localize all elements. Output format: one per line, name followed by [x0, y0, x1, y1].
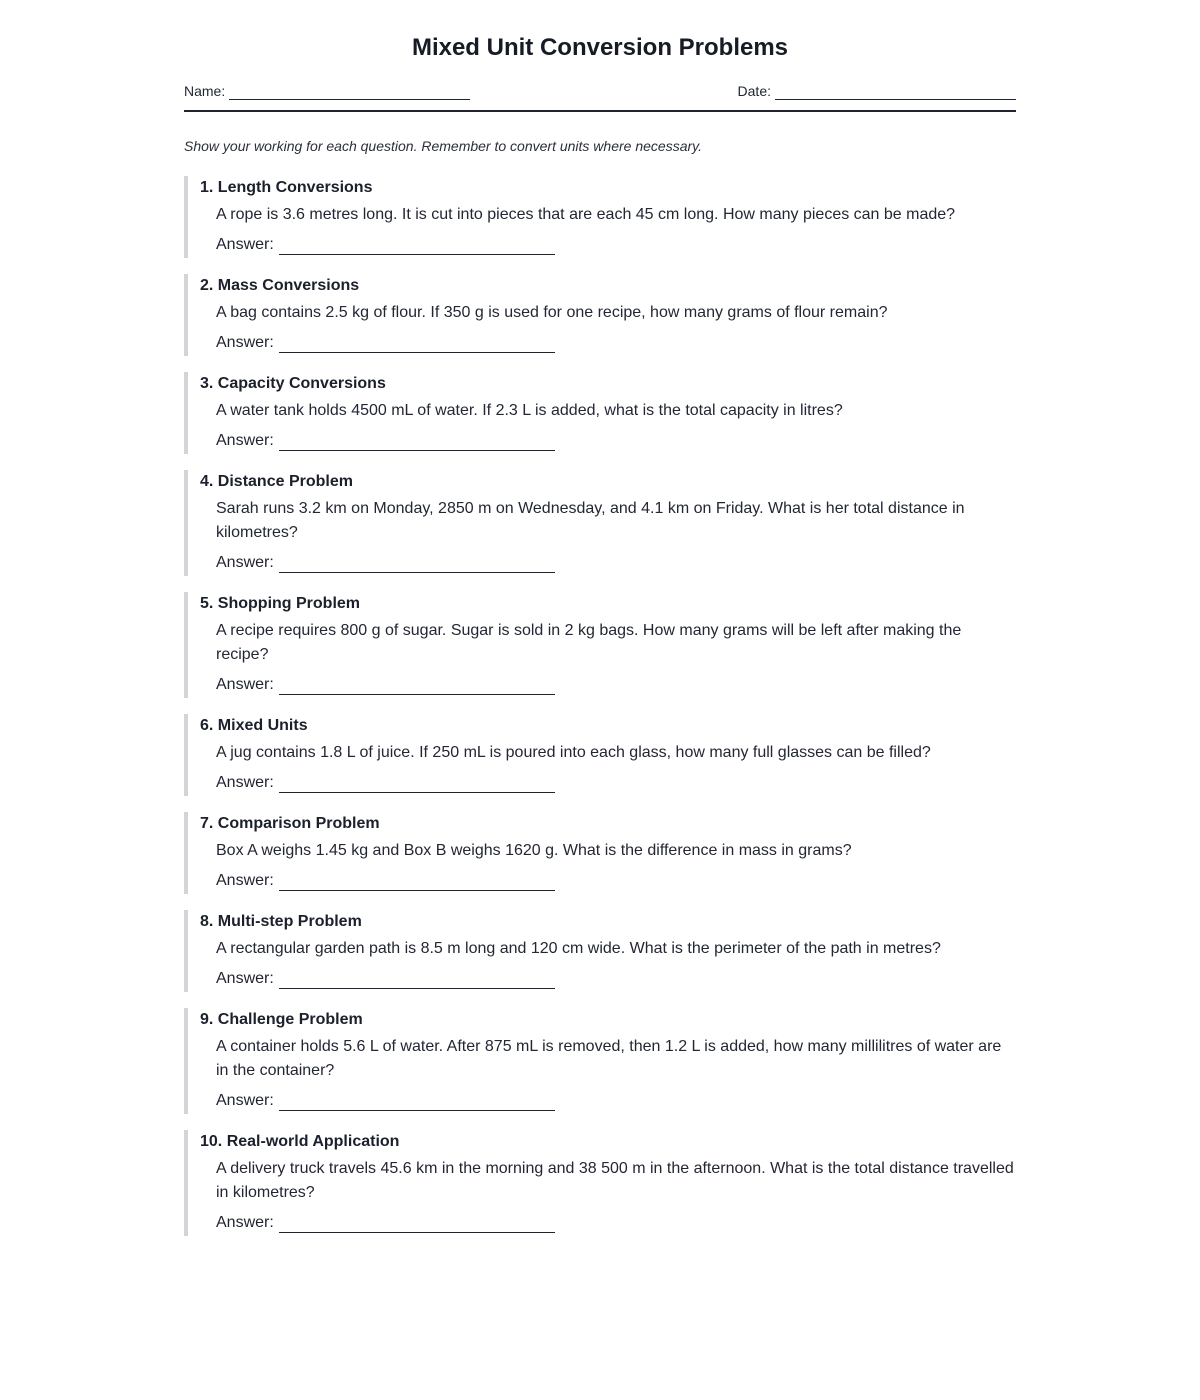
question-item [184, 592, 1016, 698]
answer-blank-line[interactable] [279, 555, 555, 573]
question-item [184, 1008, 1016, 1114]
answer-label: Answer: [216, 774, 274, 791]
name-blank-line[interactable] [229, 85, 470, 100]
question-title: Mass Conversions [217, 277, 360, 294]
question-heading [200, 176, 1016, 199]
question-heading [200, 274, 1016, 297]
question-item [184, 714, 1016, 796]
answer-label: Answer: [216, 236, 274, 253]
worksheet [184, 0, 1016, 1236]
question-title: Capacity Conversions [217, 375, 386, 392]
answer-blank-line[interactable] [279, 433, 555, 451]
question-number: 5 . [200, 595, 218, 612]
answer-row [200, 871, 1016, 894]
question-item [184, 910, 1016, 992]
question-text: Sarah runs 3.2 km on Monday, 2850 m on Wednesday, and 4.1 km on Friday. What is her total distance in kilometres? [216, 500, 965, 541]
question-text: A rope is 3.6 metres long. It is cut into pieces that are each 45 cm long. How many pieces can be made? [216, 206, 956, 223]
question-heading [200, 812, 1016, 835]
question-text: A delivery truck travels 45.6 km in the morning and 38 500 m in the afternoon. What is the total distance travelled in kilometres? [216, 1160, 1014, 1201]
question-heading [200, 1008, 1016, 1031]
question-heading [200, 470, 1016, 493]
question-text: Box A weighs 1.45 kg and Box B weighs 1620 g. What is the difference in mass in grams? [216, 842, 852, 859]
student-info-row [184, 82, 1016, 112]
question-number: 3 . [200, 375, 218, 392]
question-title: Comparison Problem [217, 815, 380, 832]
question-text: A water tank holds 4500 mL of water. If 2.3 L is added, what is the total capacity in litres? [216, 402, 843, 419]
question-number: 4 . [200, 473, 218, 490]
question-title: Distance Problem [217, 473, 353, 490]
question-item [184, 470, 1016, 576]
question-number: 7 . [200, 815, 218, 832]
answer-row [200, 1213, 1016, 1236]
question-heading [200, 714, 1016, 737]
date-blank-line[interactable] [775, 85, 1016, 100]
question-number: 8 . [200, 913, 218, 930]
question-text: A recipe requires 800 g of sugar. Sugar is sold in 2 kg bags. How many grams will be left after making the recipe? [216, 622, 962, 663]
answer-blank-line[interactable] [279, 971, 555, 989]
question-text: A container holds 5.6 L of water. After 875 mL is removed, then 1.2 L is added, how many millilitres of water are in the container? [216, 1038, 1002, 1079]
answer-row [200, 431, 1016, 454]
question-text: A jug contains 1.8 L of juice. If 250 mL is poured into each glass, how many full glasses can be filled? [216, 744, 931, 761]
name-field [184, 82, 470, 100]
question-title: Shopping Problem [217, 595, 361, 612]
answer-blank-line[interactable] [279, 1215, 555, 1233]
date-label: Date: [737, 83, 771, 99]
question-item [184, 176, 1016, 258]
question-heading [200, 592, 1016, 615]
question-heading [200, 910, 1016, 933]
question-text: A bag contains 2.5 kg of flour. If 350 g is used for one recipe, how many grams of flour remain? [216, 304, 888, 321]
answer-label: Answer: [216, 1214, 274, 1231]
answer-blank-line[interactable] [279, 873, 555, 891]
question-number: 1 . [200, 179, 218, 196]
answer-row [200, 969, 1016, 992]
answer-label: Answer: [216, 554, 274, 571]
answer-row [200, 235, 1016, 258]
question-number: 10 . [200, 1133, 227, 1150]
question-item [184, 274, 1016, 356]
answer-blank-line[interactable] [279, 677, 555, 695]
answer-blank-line[interactable] [279, 775, 555, 793]
question-title: Real-world Application [226, 1133, 400, 1150]
question-number: 2 . [200, 277, 218, 294]
answer-blank-line[interactable] [279, 335, 555, 353]
answer-label: Answer: [216, 872, 274, 889]
worksheet-title: Mixed Unit Conversion Problems [411, 34, 789, 61]
question-item [184, 372, 1016, 454]
question-number: 6 . [200, 717, 218, 734]
question-item [184, 812, 1016, 894]
date-field [738, 82, 1016, 100]
question-text: A rectangular garden path is 8.5 m long and 120 cm wide. What is the perimeter of the path in metres? [216, 940, 941, 957]
instructions-text: Show your working for each question. Remember to convert units where necessary. [184, 138, 702, 154]
question-title: Length Conversions [217, 179, 373, 196]
question-list [184, 176, 1016, 1236]
answer-label: Answer: [216, 334, 274, 351]
question-item [184, 1130, 1016, 1236]
answer-row [200, 333, 1016, 356]
answer-blank-line[interactable] [279, 1093, 555, 1111]
question-title: Challenge Problem [217, 1011, 363, 1028]
name-label: Name: [184, 83, 226, 99]
question-title: Multi-step Problem [217, 913, 362, 930]
answer-label: Answer: [216, 1092, 274, 1109]
question-heading [200, 1130, 1016, 1153]
question-number: 9 . [200, 1011, 218, 1028]
answer-label: Answer: [216, 676, 274, 693]
answer-label: Answer: [216, 432, 274, 449]
answer-row [200, 773, 1016, 796]
question-heading [200, 372, 1016, 395]
answer-blank-line[interactable] [279, 237, 555, 255]
answer-row [200, 675, 1016, 698]
answer-label: Answer: [216, 970, 274, 987]
answer-row [200, 553, 1016, 576]
question-title: Mixed Units [217, 717, 308, 734]
answer-row [200, 1091, 1016, 1114]
